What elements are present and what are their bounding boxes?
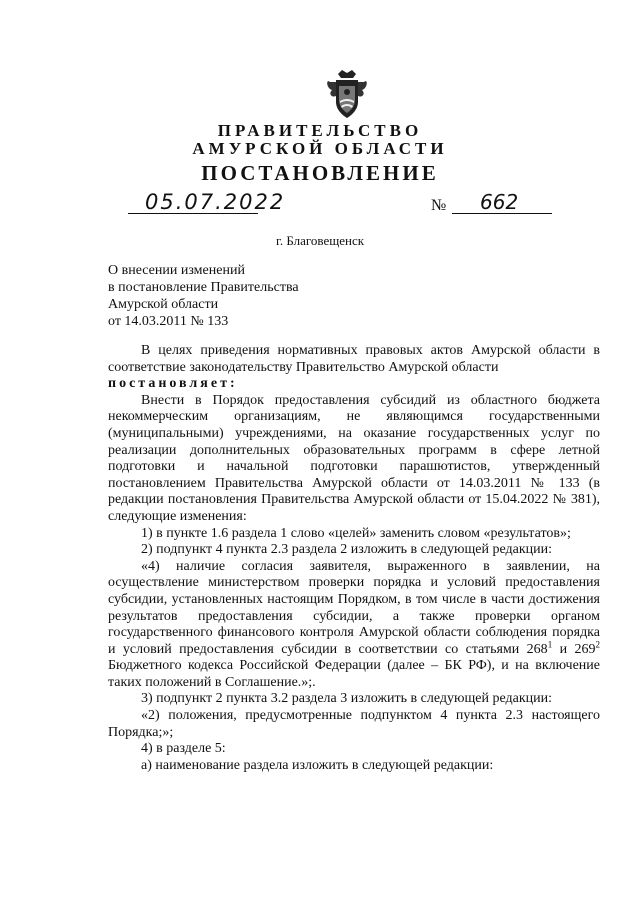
date-underline: [128, 213, 258, 214]
quoted-text: и 269: [552, 641, 596, 657]
subject-line: Амурской области: [108, 297, 219, 312]
number-underline: [452, 213, 552, 214]
document-number: 662: [480, 190, 519, 214]
quoted-paragraph: [108, 559, 600, 692]
item-paragraph: 3) подпункт 2 пункта 3.2 раздела 3 изложить в следующей редакции:: [141, 691, 552, 707]
region-title: АМУРСКОЙ ОБЛАСТИ: [192, 139, 448, 158]
coat-of-arms-icon: [324, 68, 370, 122]
item-paragraph: а) наименование раздела изложить в следующей редакции:: [141, 757, 494, 773]
quoted-paragraph: «2) положения, предусмотренные подпунктом 4 пункта 2.3 настоящего Порядка;»;: [108, 708, 600, 740]
document-date: 05.07.2022: [145, 190, 286, 214]
main-paragraph: Внести в Порядок предоставления субсидий из областного бюджета некоммерческим организациям, не являющимся государственными (муниципальными) учреждениями, на оказание государственных услуг по реализации дополнительных образовательных программ в сфере летной подготовки и начальной подготовки парашютистов, утвержденный постановлением Правительства Амурской области от 14.03.2011 № 133 (в редакции постановления Правительства Амурской области от 15.04.2022 № 381), следующие изменения:: [108, 392, 600, 524]
resolves-word: постановляет:: [108, 376, 238, 392]
superscript: 1: [547, 639, 553, 650]
city: г. Благовещенск: [275, 233, 365, 248]
subject-line: О внесении изменений: [108, 263, 245, 278]
subject-line: от 14.03.2011 № 133: [108, 314, 229, 329]
document-type-title: ПОСТАНОВЛЕНИЕ: [201, 161, 439, 185]
document-subject: [108, 262, 299, 330]
government-title: ПРАВИТЕЛЬСТВО: [217, 121, 423, 140]
item-paragraph: 2) подпункт 4 пункта 2.3 раздела 2 изложить в следующей редакции:: [141, 542, 552, 558]
item-paragraph: 1) в пункте 1.6 раздела 1 слово «целей» заменить словом «результатов»;: [141, 525, 571, 541]
quoted-text: Бюджетного кодекса Российской Федерации (далее – БК РФ), и на включение таких положений в Соглашение.»;.: [108, 658, 600, 690]
number-label: №: [431, 197, 447, 214]
subject-line: в постановление Правительства: [108, 280, 299, 295]
preamble-paragraph: В целях приведения нормативных правовых актов Амурской области в соответствие законодательству Правительство Амурской области: [108, 343, 600, 375]
superscript: 2: [595, 639, 600, 650]
quoted-text: «4) наличие согласия заявителя, выраженного в заявлении, на осуществление министерством проверки порядка и условий предоставления субсидии, установленных настоящим Порядком, в том числе в части достижения результатов предоставления субсидии, а также проверки органом государственного финансового контроля Амурской области соблюдения порядка и условий предоставления субсидии в соответствии со статьями 268: [108, 558, 600, 657]
item-paragraph: 4) в разделе 5:: [141, 741, 226, 757]
document-body: [108, 343, 600, 774]
